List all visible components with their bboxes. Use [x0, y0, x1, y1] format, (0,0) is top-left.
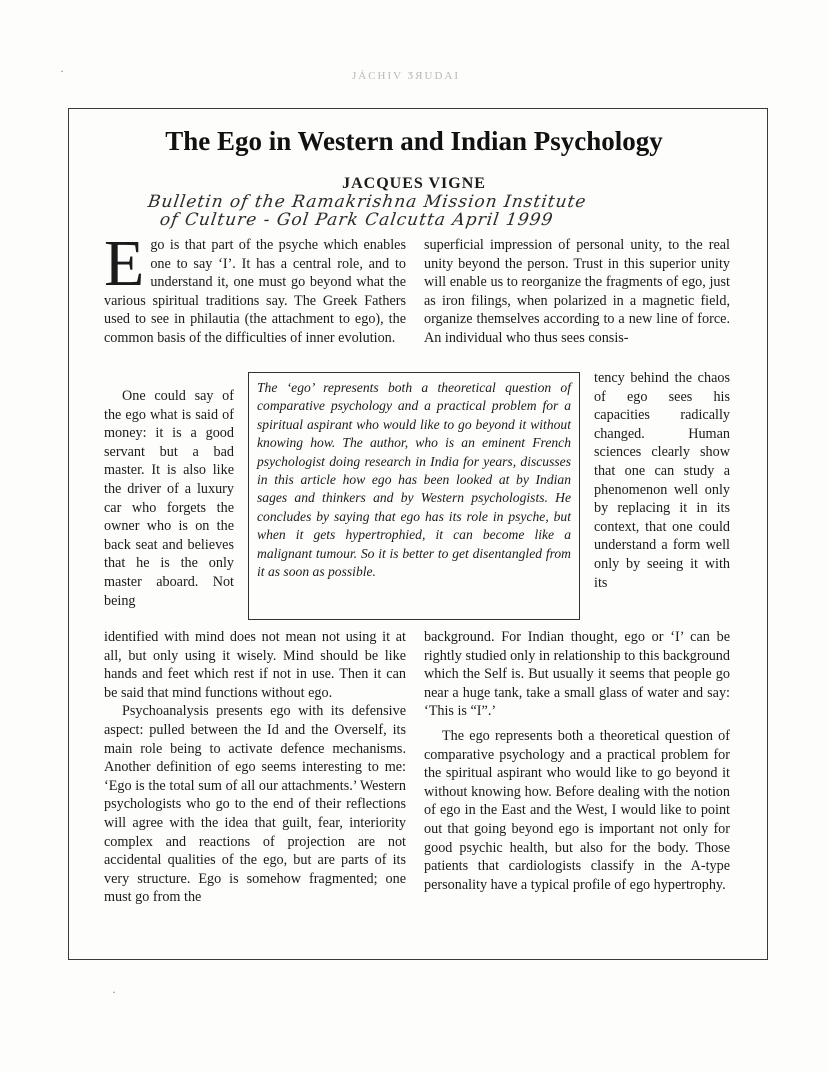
speck-mark: · [60, 64, 64, 78]
bleed-through-header: JÁCHIV ӠЯUDAI [352, 70, 461, 82]
right-column-continued [424, 628, 730, 894]
left-column-continued [104, 628, 406, 907]
intro-paragraph: go is that part of the psyche which enables one to say ‘I’. It has a central role, and to understand it, one must go beyond what the various spiritual traditions say. The Greek Fathers used to see in philautia (the attachment to ego), the common basis of the difficulties of inner evolution. [104, 237, 406, 346]
left-column-intro [104, 227, 406, 348]
human-sciences-paragraph: tency behind the chaos of ego sees his capacities radically changed. Human sciences clearly show that one can study a phenomenon well only by replacing it in its context, that one could understand a form well only by seeing it with its [594, 370, 730, 591]
pull-quote: The ‘ego’ represents both a theoretical question of comparative psychology and a practical problem for a spiritual aspirant who would like to go beyond it without knowing how. The author, who is an eminent French psychologist doing research in India for years, discusses in this article how ego has been looked at by Indian sages and thinkers and by Western psychologists. He concludes by saying that ego has its role in psyche, but when it gets hypertrophied, it can become like a malignant tumour. So it is better to get disentangled from it as soon as possible. [248, 372, 580, 620]
article-author: JACQUES VIGNE [342, 175, 486, 192]
speck-mark: · [112, 985, 116, 999]
psychoanalysis-paragraph: Psychoanalysis presents ego with its defensive aspect: pulled between the Id and the Overself, its main role being to activate defence mechanisms. Another definition of ego seems interesting to me: ‘Ego is the total sum of all our attachments.’ Western psychologists who go to the end of their reflections will agree with the idea that guilt, fear, interiority complex and reactions of projection are not accidental qualities of the ego, but are parts of its very structure. Ego is somehow fragmented; one must go from the [104, 703, 406, 906]
drop-cap: E [104, 227, 145, 300]
money-paragraph: One could say of the ego what is said of money: it is a good servant but a bad master. It is also like the driver of a luxury car who forgets the owner who is on the back seat and believes that he is the only master aboard. Not being [104, 388, 234, 609]
ego-represents-paragraph: The ego represents both a theoretical question of comparative psychology and a practical problem for the spiritual aspirant who would like to go beyond it without knowing how. Before dealing with the notion of ego in the East and the West, I would like to point out that going beyond ego is important not only for good psychic health, but also for the body. Those patients that cardiologists classify in the A-type personality have a typical profile of ego hypertrophy. [424, 727, 730, 893]
left-column-narrow [104, 387, 234, 610]
mind-paragraph: identified with mind does not mean not using it at all, but only using it wisely. Mind should be like hands and feet which rest if not in use. Then it can be said that mind functions without ego. [104, 629, 406, 701]
right-column-narrow [594, 369, 730, 592]
unity-paragraph: superficial impression of personal unity, to the real unity beyond the person. Trust in this superior unity will enable us to reorganize the fragments of ego, just as iron filings, when polarized in a magnetic field, organize themselves according to a new line of force. An individual who thus sees consis- [424, 237, 730, 346]
article-title: The Ego in Western and Indian Psychology [165, 126, 663, 156]
handwritten-note-line2: of Culture - Gol Park Calcutta April 1999 [158, 210, 555, 230]
right-column-top [424, 236, 730, 348]
handwritten-note-line1: Bulletin of the Ramakrishna Mission Institute [146, 192, 588, 212]
background-paragraph: background. For Indian thought, ego or ‘I’ can be rightly studied only in relationship to this background which the Self is. But usually it seems that people go near a huge tank, take a small glass of water and say: ‘This is “I”.’ [424, 629, 730, 720]
